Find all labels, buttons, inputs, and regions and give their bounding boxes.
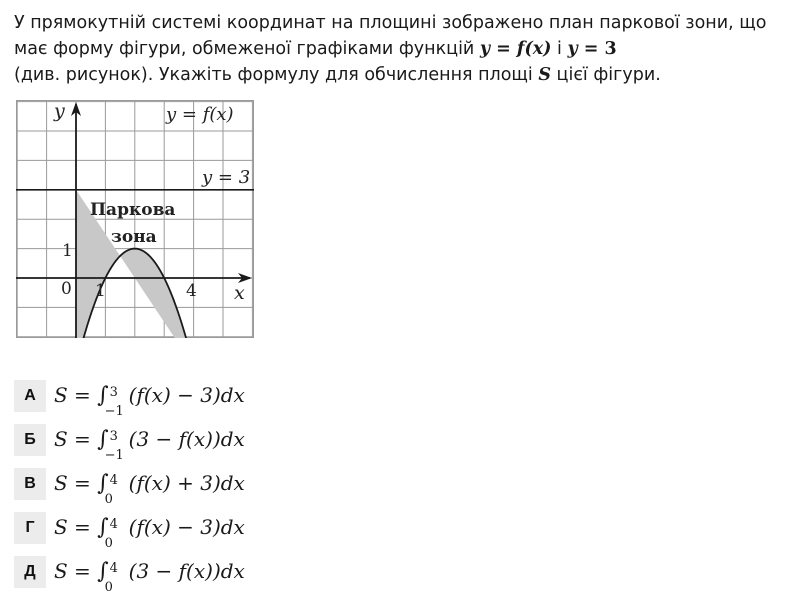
lower-limit: 0	[104, 536, 113, 551]
y-axis-label: y	[54, 100, 65, 122]
answer-formula	[54, 422, 245, 463]
integral-limits	[104, 425, 129, 463]
lower-limit: −1	[104, 448, 124, 463]
x-tick-4-label: 4	[186, 281, 197, 301]
answer-formula	[54, 554, 245, 595]
lower-limit: 0	[104, 580, 113, 595]
answer-letter[interactable]: Д	[14, 556, 46, 588]
answer-formula	[54, 378, 245, 419]
park-zone-graph	[16, 100, 254, 338]
zone-label-line-2: зона	[111, 227, 157, 247]
question-line-3-text: (див. рисунок). Укажіть формулу для обчислення площі	[14, 65, 539, 85]
question-line-2	[14, 36, 786, 62]
integral-symbol: ∫	[97, 559, 109, 584]
math-arg: (x)	[524, 39, 552, 59]
integral-limits	[104, 469, 129, 507]
upper-limit: 4	[109, 473, 118, 488]
integrand: (3 − f(x))dx	[128, 559, 245, 583]
math-eq: =	[490, 39, 517, 59]
upper-limit: 3	[109, 429, 118, 444]
integrand: (f(x) − 3)dx	[128, 515, 245, 539]
x-axis-label: x	[234, 282, 245, 304]
integral-limits	[104, 381, 129, 419]
upper-limit: 4	[109, 517, 118, 532]
formula-prefix: S =	[54, 471, 98, 495]
formula-prefix: S =	[54, 515, 98, 539]
question-line-2-text: має форму фігури, обмеженої графіками функцій	[14, 39, 480, 59]
math-y2: y	[567, 39, 578, 59]
lower-limit: −1	[104, 404, 124, 419]
formula-prefix: S =	[54, 427, 98, 451]
curve-label: y = f(x)	[166, 104, 234, 125]
integral-symbol: ∫	[97, 515, 109, 540]
answer-letter[interactable]: В	[14, 468, 46, 500]
answer-formula	[54, 510, 245, 551]
integrand: (3 − f(x))dx	[128, 427, 245, 451]
question-text	[14, 10, 786, 88]
upper-limit: 4	[109, 561, 118, 576]
origin-label: 0	[61, 279, 72, 299]
answer-formula	[54, 466, 245, 507]
math-y: y	[479, 39, 491, 59]
line-label: y = 3	[202, 167, 251, 188]
y-tick-1-label: 1	[62, 241, 73, 261]
integral-symbol: ∫	[97, 427, 109, 452]
integral-limits	[104, 513, 129, 551]
upper-limit: 3	[109, 385, 118, 400]
math-eq3: = 3	[577, 39, 617, 59]
integral-symbol: ∫	[97, 471, 109, 496]
answer-letter[interactable]: Г	[14, 512, 46, 544]
question-line-1: У прямокутній системі координат на площині зображено план паркової зони, що	[14, 13, 767, 33]
zone-label-line-1: Паркова	[90, 200, 176, 220]
answer-letter[interactable]: А	[14, 380, 46, 412]
integrand: (f(x) + 3)dx	[128, 471, 245, 495]
integral-limits	[104, 557, 129, 595]
answer-letter[interactable]: Б	[14, 424, 46, 456]
formula-prefix: S =	[54, 383, 98, 407]
lower-limit: 0	[104, 492, 113, 507]
question-and: і	[551, 39, 568, 59]
math-s: S	[538, 65, 551, 85]
question-line-3-end: цієї фігури.	[550, 65, 661, 85]
formula-prefix: S =	[54, 559, 98, 583]
math-f: f	[516, 39, 525, 59]
integral-symbol: ∫	[97, 383, 109, 408]
question-line-3	[14, 62, 786, 88]
x-tick-1-label: 1	[95, 281, 106, 301]
integrand: (f(x) − 3)dx	[128, 383, 245, 407]
